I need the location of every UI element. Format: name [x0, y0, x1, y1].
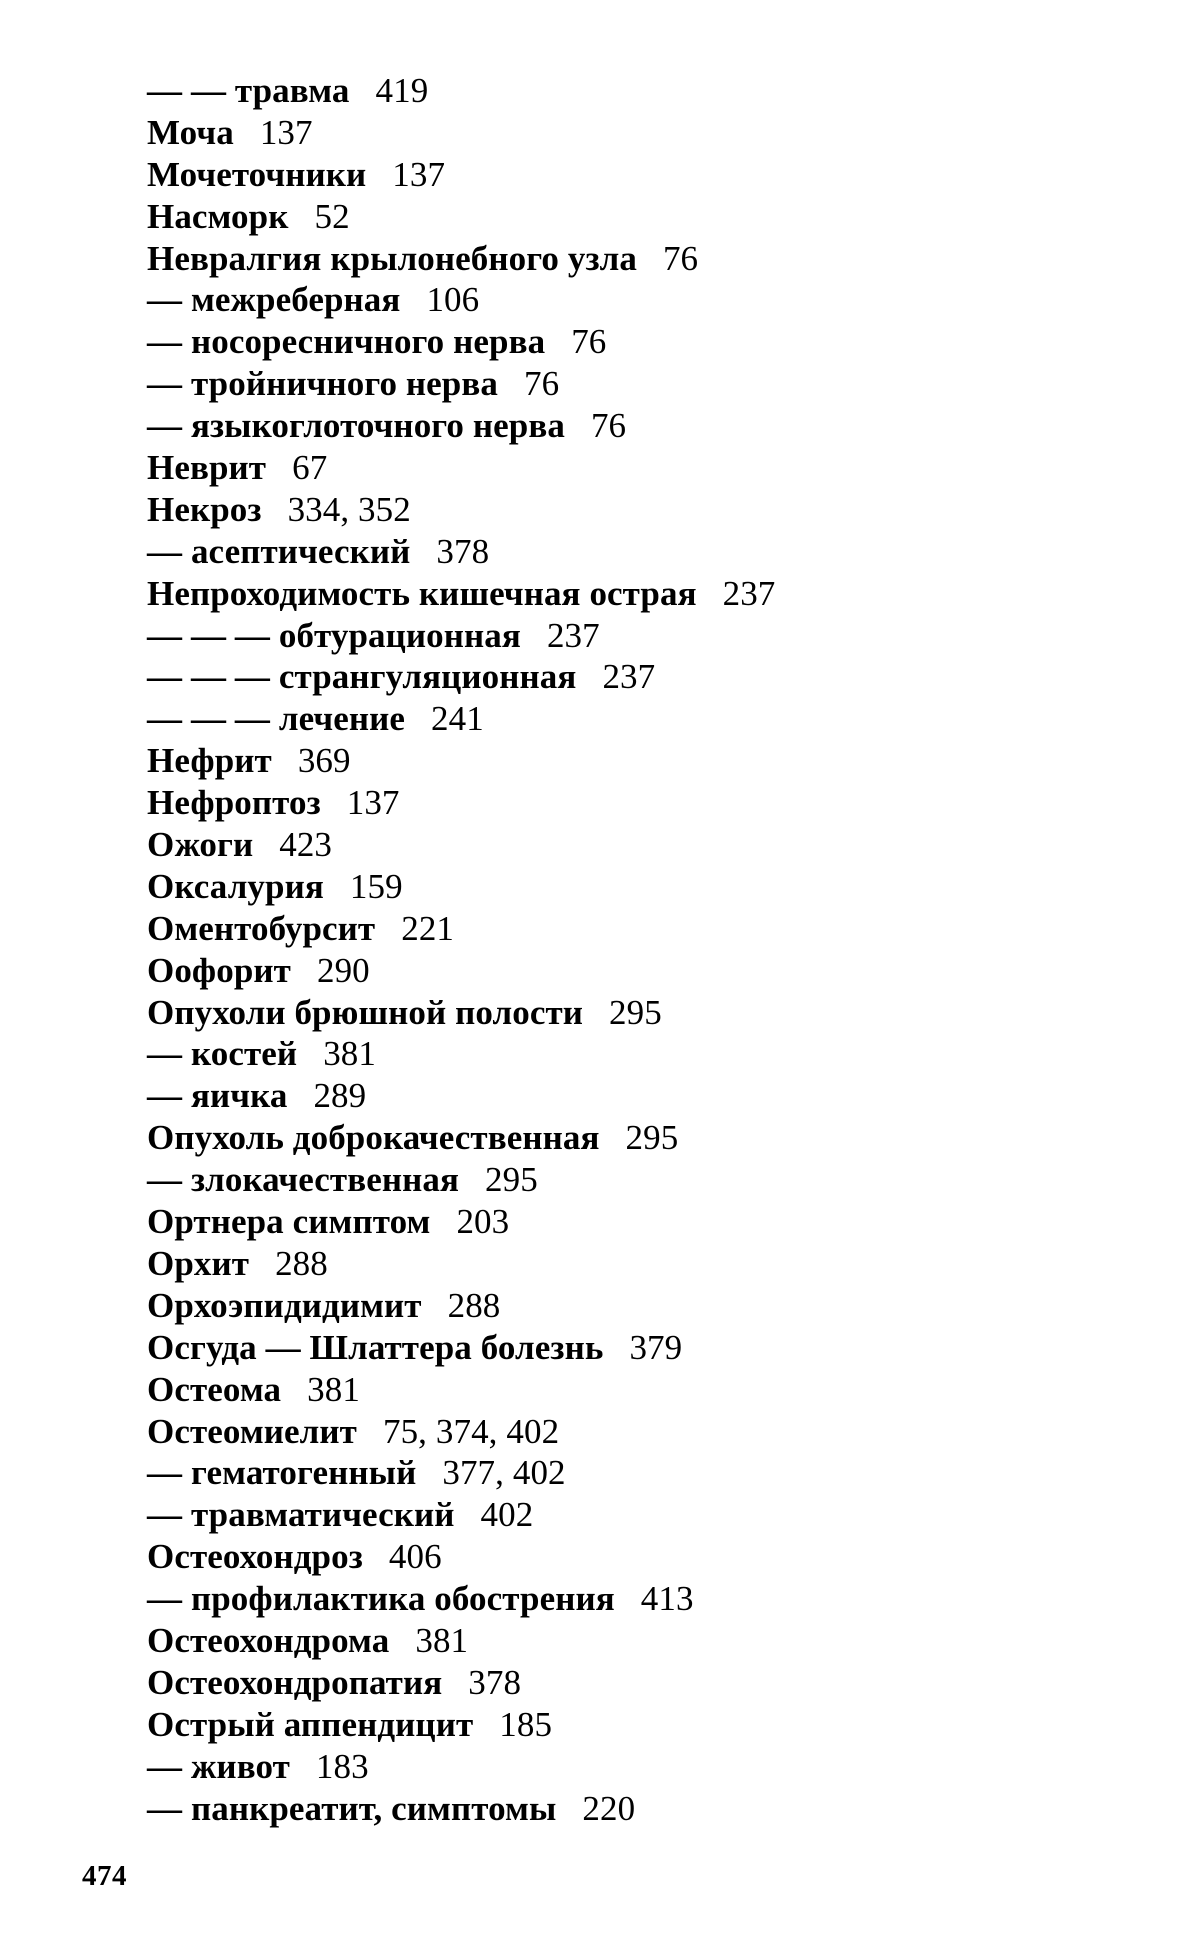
index-term: Неврит [147, 448, 267, 488]
index-page-reference: 67 [292, 448, 328, 488]
index-page-reference: 185 [499, 1704, 553, 1744]
index-term: Нефроптоз [147, 783, 321, 823]
index-page-reference: 295 [609, 992, 662, 1032]
index-page-reference: 203 [456, 1202, 510, 1242]
index-page-reference: 220 [582, 1788, 636, 1828]
index-entry [147, 447, 1127, 489]
index-term: — межреберная [147, 280, 401, 320]
index-entry [147, 992, 1127, 1034]
index-term: — злокачественная [147, 1160, 460, 1200]
index-page-reference: 76 [662, 238, 699, 278]
index-entry [147, 1201, 1127, 1243]
index-term: — живот [147, 1746, 290, 1786]
index-page-reference: 237 [602, 657, 656, 697]
index-entry [147, 154, 1127, 196]
index-entry [147, 1578, 1127, 1620]
index-term: Оофорит [147, 950, 291, 990]
index-term: — асептический [147, 531, 411, 571]
index-term: Остеохондрома [147, 1620, 390, 1660]
index-entry [147, 1494, 1127, 1536]
index-term: — гематогенный [147, 1453, 417, 1493]
index-term: Невралгия крылонебного узла [147, 238, 637, 278]
index-entry [147, 405, 1127, 447]
index-term: Орхоэпидидимит [147, 1285, 422, 1325]
index-page-reference: 334, 352 [287, 489, 411, 529]
index-term: — тройничного нерва [147, 364, 498, 404]
index-entry [147, 1369, 1127, 1411]
index-term: — носоресничного нерва [147, 322, 546, 362]
index-term: Нефрит [147, 741, 272, 781]
index-page-reference: 106 [426, 280, 480, 320]
index-term: Опухоль доброкачественная [147, 1118, 600, 1158]
index-entry [147, 1620, 1127, 1662]
index-term: — профилактика обострения [147, 1579, 615, 1619]
index-entry [147, 70, 1127, 112]
index-term: — панкреатит, симптомы [147, 1788, 557, 1828]
index-page-reference: 137 [346, 783, 400, 823]
index-term: Некроз [147, 489, 262, 529]
index-page-reference: 237 [546, 615, 600, 655]
index-entry [147, 196, 1127, 238]
index-page-reference: 137 [392, 154, 446, 194]
index-term: Остеохондроз [147, 1537, 363, 1577]
index-term: Оксалурия [147, 866, 324, 906]
index-term: Остеома [147, 1369, 282, 1409]
index-page-reference: 52 [314, 196, 350, 236]
index-page-reference: 378 [436, 531, 490, 571]
index-page-reference: 221 [401, 908, 455, 948]
index-term: — — травма [147, 71, 350, 110]
index-term: Осгуда — Шлаттера болезнь [147, 1327, 604, 1367]
index-entry [147, 824, 1127, 866]
index-page-reference: 75, 374, 402 [382, 1411, 560, 1451]
index-term: — — — лечение [147, 699, 405, 739]
index-entry [147, 1704, 1127, 1746]
index-term: — — — странгуляционная [147, 657, 577, 697]
index-page-reference: 76 [523, 364, 560, 404]
index-page-reference: 381 [307, 1369, 360, 1409]
index-entry [147, 1746, 1127, 1788]
index-term: Непроходимость кишечная острая [147, 573, 697, 613]
index-term: — костей [147, 1034, 298, 1074]
index-entry [147, 573, 1127, 615]
index-page-reference: 378 [468, 1662, 522, 1702]
index-page-reference: 369 [297, 741, 351, 781]
index-entry [147, 950, 1127, 992]
index-page-reference: 402 [480, 1495, 534, 1535]
index-page-reference: 241 [431, 699, 484, 739]
index-page-reference: 137 [259, 112, 313, 152]
index-entry [147, 279, 1127, 321]
index-term: Мочеточники [147, 154, 367, 194]
index-page-reference: 76 [590, 406, 627, 446]
index-page-reference: 183 [315, 1746, 369, 1786]
index-entry [147, 1411, 1127, 1453]
index-entry [147, 1536, 1127, 1578]
index-term: Остеохондропатия [147, 1662, 443, 1702]
index-entry [147, 363, 1127, 405]
index-entry [147, 531, 1127, 573]
index-page-reference: 290 [316, 950, 370, 990]
index-entry [147, 908, 1127, 950]
index-entry [147, 866, 1127, 908]
index-entry [147, 1662, 1127, 1704]
index-page-reference: 381 [323, 1034, 376, 1074]
index-term: — языкоглоточного нерва [147, 406, 565, 446]
index-term: Оментобурсит [147, 908, 376, 948]
index-page-reference: 419 [375, 71, 429, 110]
index-entry [147, 489, 1127, 531]
index-page-reference: 379 [629, 1327, 683, 1367]
index-page-reference: 289 [313, 1076, 367, 1116]
index-entry [147, 1327, 1127, 1369]
index-page-reference: 159 [349, 866, 403, 906]
index-term: — яичка [147, 1076, 288, 1116]
index-entry [147, 1075, 1127, 1117]
index-entry [147, 321, 1127, 363]
index-term: Ортнера симптом [147, 1202, 431, 1242]
index-term: — травматический [147, 1495, 455, 1535]
index-entry [147, 238, 1127, 280]
index-page-reference: 406 [388, 1537, 442, 1577]
index-term: Моча [147, 112, 234, 152]
index-page-reference: 413 [640, 1579, 694, 1619]
index-entry [147, 1159, 1127, 1201]
index-page-reference: 288 [275, 1243, 328, 1283]
index-page-reference: 377, 402 [442, 1453, 566, 1493]
index-term: Острый аппендицит [147, 1704, 474, 1744]
index-entry [147, 782, 1127, 824]
index-page-reference: 295 [625, 1118, 679, 1158]
index-term: Остеомиелит [147, 1411, 357, 1451]
index-term: Насморк [147, 196, 289, 236]
index-entry [147, 1285, 1127, 1327]
index-page-reference: 423 [279, 825, 333, 865]
index-term: — — — обтурационная [147, 615, 521, 655]
index-page-reference: 381 [415, 1620, 469, 1660]
page-number: 474 [82, 1860, 127, 1892]
index-entry [147, 1243, 1127, 1285]
index-page-reference: 76 [571, 322, 607, 362]
index-page-reference: 295 [485, 1160, 538, 1200]
index-entry [147, 740, 1127, 782]
index-page-reference: 237 [722, 573, 776, 613]
index-term: Опухоли брюшной полости [147, 992, 584, 1032]
index-entry [147, 698, 1127, 740]
index-entry [147, 1033, 1127, 1075]
index-entry [147, 1452, 1127, 1494]
index-entry [147, 1117, 1127, 1159]
index-entry [147, 1788, 1127, 1830]
subject-index-list [147, 70, 1127, 1829]
index-page-reference: 288 [447, 1285, 501, 1325]
index-term: Орхит [147, 1243, 250, 1283]
index-term: Ожоги [147, 825, 254, 865]
index-entry [147, 112, 1127, 154]
index-entry [147, 615, 1127, 657]
index-entry [147, 656, 1127, 698]
